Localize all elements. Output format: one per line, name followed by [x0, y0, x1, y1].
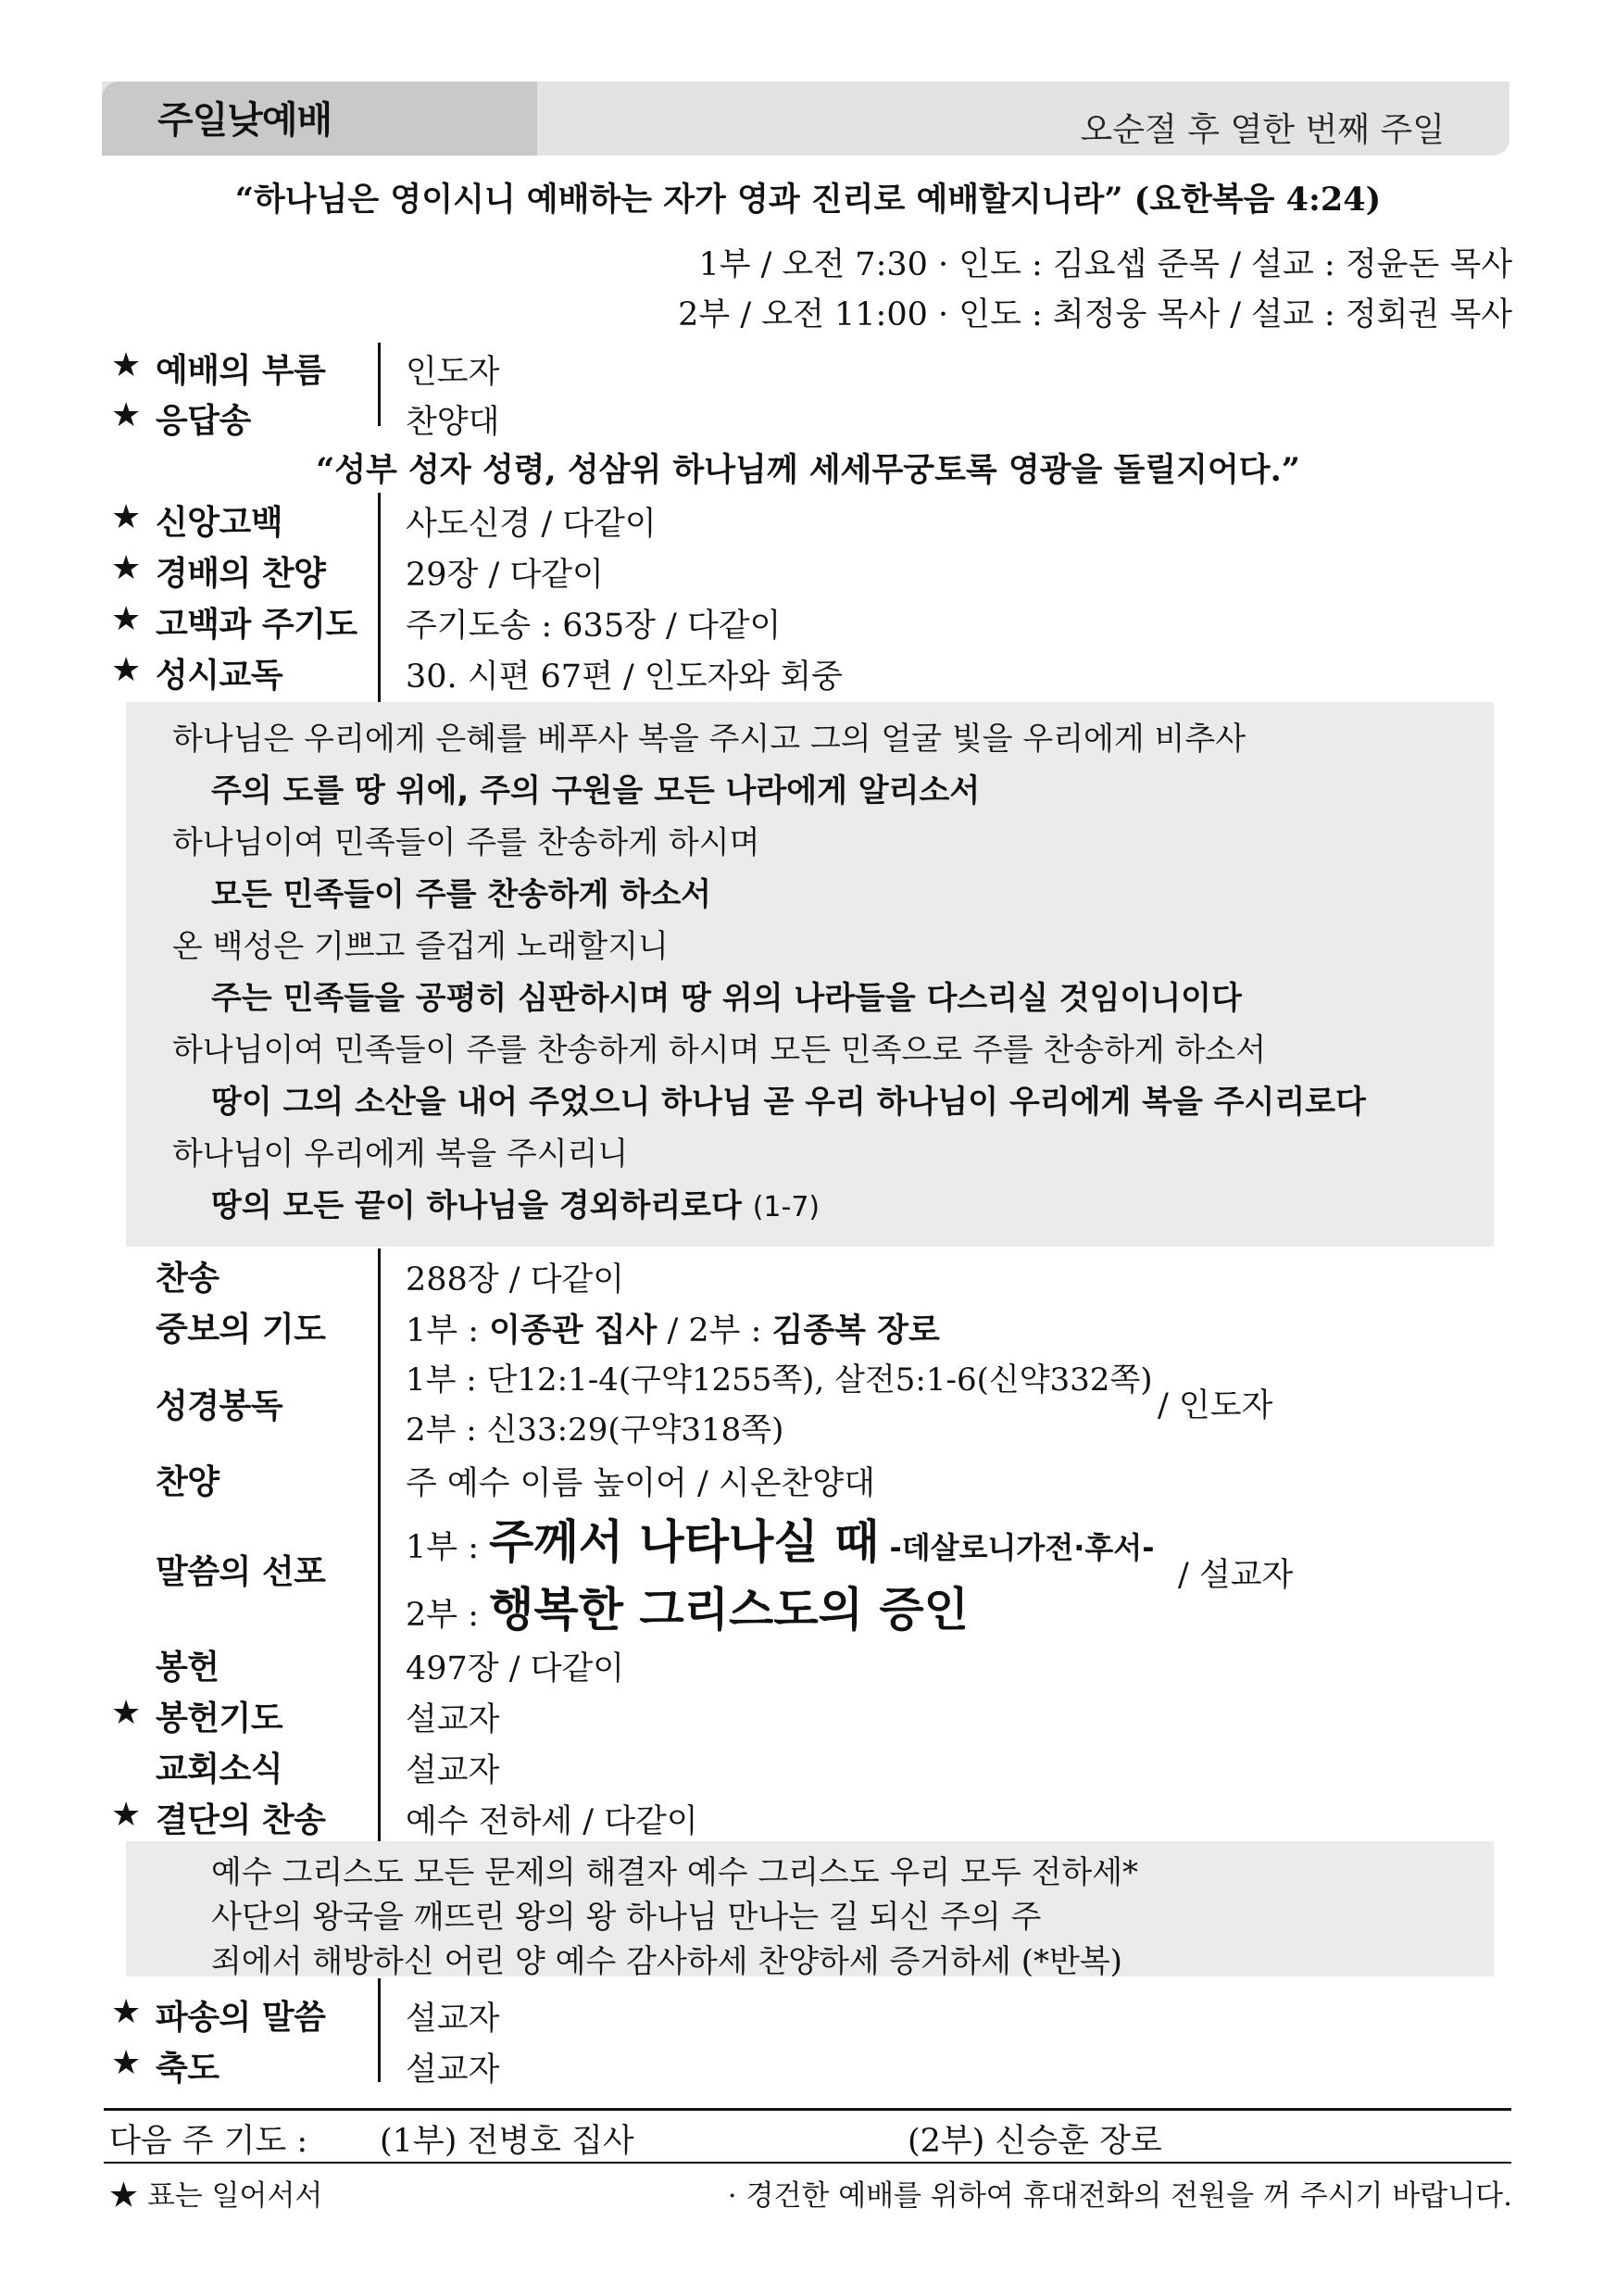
- theme-verse: “하나님은 영이시니 예배하는 자가 영과 진리로 예배할지니라” (요한복음 4:24): [234, 181, 1382, 219]
- order-value: 인도자: [406, 354, 500, 391]
- standing-note: ★ 표는 일어서서: [109, 2179, 323, 2213]
- order-value: 288장 / 다같이: [406, 1261, 625, 1299]
- reading-line-congregation: 땅이 그의 소산을 내어 주었으니 하나님 곧 우리 하나님이 우리에게 복을 주시리로다: [211, 1084, 1366, 1121]
- order-item: [111, 341, 1500, 391]
- order-label: 결단의 찬송: [156, 1801, 326, 1839]
- reading-line-congregation: [211, 1180, 820, 1225]
- order-value: 주 예수 이름 높이어 / 시온찬양대: [406, 1465, 875, 1502]
- song-lyrics-box: [126, 1841, 1494, 1980]
- order-value: 설교자: [406, 2001, 500, 2038]
- order-item: [111, 1739, 1500, 1789]
- order-label: 성시교독: [156, 657, 283, 695]
- sermon-series: -데살로니가전·후서-: [889, 1530, 1155, 1565]
- order-label: 중보의 기도: [156, 1311, 326, 1349]
- order-label: 축도: [156, 2050, 219, 2088]
- order-label: 찬송: [156, 1260, 219, 1298]
- stand-mark: ★: [111, 549, 142, 587]
- doxology-text: “성부 성자 성령, 성삼위 하나님께 세세무궁토록 영광을 돌릴지어다.”: [316, 451, 1300, 489]
- order-item: [111, 1248, 1500, 1299]
- service-info-2: 2부 / 오전 11:00 · 인도 : 최정웅 목사 / 설교 : 정회권 목사: [678, 296, 1512, 333]
- service-prefix: / 2부 :: [657, 1312, 772, 1349]
- order-item: [111, 1688, 1500, 1738]
- stand-mark: ★: [111, 1796, 142, 1834]
- reading-line-leader: 하나님이여 민족들이 주를 찬송하게 하시며: [172, 824, 760, 861]
- service-prefix: 1부 :: [406, 1529, 490, 1566]
- order-value: 설교자: [406, 1701, 500, 1738]
- next-week-prayer-1: (1부) 전병호 집사: [380, 2123, 634, 2160]
- stand-mark: ★: [111, 396, 142, 434]
- order-item: [111, 1790, 1500, 1840]
- lyric-line: 예수 그리스도 모든 문제의 해결자 예수 그리스도 우리 모두 전하세*: [211, 1854, 1139, 1891]
- stand-mark: ★: [111, 498, 142, 536]
- intercessor-1: 이종관 집사: [489, 1312, 658, 1349]
- next-week-label: 다음 주 기도 :: [109, 2123, 308, 2160]
- page-title: 주일낮예배: [157, 99, 332, 142]
- order-value: 설교자: [406, 1752, 500, 1789]
- order-value: 29장 / 다같이: [406, 557, 604, 594]
- sermon-title-1: 주께서 나타나실 때: [489, 1515, 880, 1569]
- stand-mark: ★: [111, 2044, 142, 2082]
- order-value: 30. 시편 67편 / 인도자와 회중: [406, 659, 843, 696]
- sermon-1: [406, 1505, 1155, 1572]
- sermon-2: [406, 1573, 969, 1639]
- order-label: 봉헌기도: [156, 1700, 283, 1738]
- next-week-prayer-2: (2부) 신승훈 장로: [908, 2123, 1162, 2160]
- reading-line-congregation: 주의 도를 땅 위에, 주의 구원을 모든 나라에게 알리소서: [211, 772, 981, 809]
- stand-mark: ★: [111, 1694, 142, 1732]
- reading-text: 땅의 모든 끝이 하나님을 경외하리로다: [211, 1187, 742, 1224]
- order-item: [111, 391, 1500, 441]
- service-info-1: 1부 / 오전 7:30 · 인도 : 김요셉 준목 / 설교 : 정윤돈 목사: [698, 246, 1512, 283]
- order-label: 예배의 부름: [156, 352, 326, 390]
- stand-mark: ★: [111, 346, 142, 384]
- sermon-preacher: / 설교자: [1178, 1557, 1294, 1594]
- lyric-line: 죄에서 해방하신 어린 양 예수 감사하세 찬양하세 증거하세 (*반복): [211, 1943, 1122, 1980]
- order-value: 사도신경 / 다같이: [406, 506, 657, 543]
- order-item: [111, 595, 1500, 645]
- divider: [104, 2162, 1511, 2164]
- page-subtitle: 오순절 후 열한 번째 주일: [1080, 111, 1445, 149]
- order-value: 설교자: [406, 2051, 500, 2089]
- order-label: 파송의 말씀: [156, 1999, 326, 2037]
- divider: [104, 2108, 1511, 2111]
- order-item: [111, 2039, 1500, 2089]
- reading-line-congregation: 모든 민족들이 주를 찬송하게 하소서: [211, 876, 712, 913]
- stand-mark: ★: [111, 1993, 142, 2031]
- reading-reference: (1-7): [752, 1191, 821, 1223]
- sermon-title-2: 행복한 그리스도의 증인: [489, 1583, 969, 1637]
- order-item: [111, 1988, 1500, 2038]
- order-label: 신앙고백: [156, 504, 283, 542]
- order-label: 봉헌: [156, 1649, 219, 1687]
- order-item: [111, 1637, 1500, 1687]
- intercessor-2: 김종복 장로: [771, 1312, 940, 1349]
- order-value: [406, 1305, 940, 1351]
- order-value: 497장 / 다같이: [406, 1650, 625, 1687]
- scripture-line-2: 2부 : 신33:29(구약318쪽): [406, 1411, 784, 1449]
- scripture-line-1: 1부 : 단12:1-4(구약1255쪽), 살전5:1-6(신약332쪽): [406, 1361, 1153, 1399]
- reading-line-leader: 하나님이 우리에게 복을 주시리니: [172, 1135, 629, 1173]
- reading-line-congregation: 주는 민족들을 공평히 심판하시며 땅 위의 나라들을 다스리실 것임이니이다: [211, 980, 1242, 1017]
- stand-mark: ★: [111, 651, 142, 689]
- order-label: 고백과 주기도: [156, 606, 357, 644]
- stand-mark: ★: [111, 600, 142, 638]
- order-label: 찬양: [156, 1463, 219, 1501]
- reading-line-leader: 하나님은 우리에게 은혜를 베푸사 복을 주시고 그의 얼굴 빛을 우리에게 비추사: [172, 721, 1246, 758]
- order-label: 성경봉독: [156, 1387, 283, 1425]
- order-item: [111, 1452, 1500, 1502]
- order-item: [111, 493, 1500, 543]
- order-value: 주기도송 : 635장 / 다같이: [406, 608, 782, 645]
- order-label: 교회소식: [156, 1750, 283, 1788]
- order-item: [111, 1299, 1500, 1349]
- phone-notice: · 경건한 예배를 위하여 휴대전화의 전원을 꺼 주시기 바랍니다.: [727, 2179, 1512, 2213]
- reading-line-leader: 온 백성은 기쁘고 즐겁게 노래할지니: [172, 928, 669, 965]
- lyric-line: 사단의 왕국을 깨뜨린 왕의 왕 하나님 만나는 길 되신 주의 주: [211, 1899, 1042, 1936]
- service-prefix: 2부 :: [406, 1597, 490, 1634]
- responsive-reading-box: [126, 702, 1494, 1247]
- scripture-reader: / 인도자: [1158, 1387, 1273, 1424]
- order-item: [111, 646, 1500, 696]
- order-label: 응답송: [156, 402, 251, 440]
- reading-line-leader: 하나님이여 민족들이 주를 찬송하게 하시며 모든 민족으로 주를 찬송하게 하소서: [172, 1032, 1267, 1069]
- order-label: 경배의 찬양: [156, 555, 326, 593]
- order-value: 찬양대: [406, 404, 500, 441]
- order-value: 예수 전하세 / 다같이: [406, 1803, 698, 1840]
- order-label: 말씀의 선포: [156, 1553, 326, 1591]
- service-prefix: 1부 :: [406, 1312, 490, 1349]
- order-item: [111, 544, 1500, 594]
